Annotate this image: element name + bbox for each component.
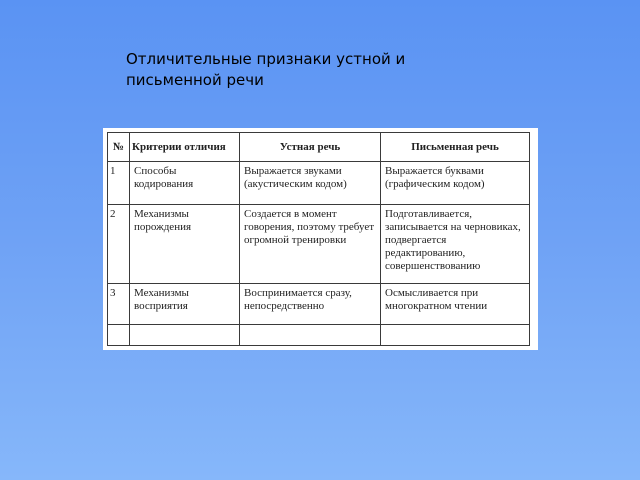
row-number: 3: [108, 284, 130, 325]
empty-cell: [240, 325, 381, 346]
empty-cell: [381, 325, 530, 346]
header-oral-speech: Устная речь: [240, 133, 381, 162]
row-written: Выражается буквами (графическим кодом): [381, 162, 530, 205]
header-number: №: [108, 133, 130, 162]
slide-title: Отличительные признаки устной и письменной речи: [126, 50, 406, 89]
row-written: Осмысливается при многократном чтении: [381, 284, 530, 325]
row-written: Подготавливается, записывается на черновиках, подвергается редактированию, совершенствованию: [381, 205, 530, 284]
row-criterion: Механизмы порождения: [130, 205, 240, 284]
row-criterion: Механизмы восприятия: [130, 284, 240, 325]
table-row: [108, 162, 530, 205]
header-criteria: Критерии отличия: [130, 133, 240, 162]
header-written-speech: Письменная речь: [381, 133, 530, 162]
comparison-table-image: [103, 128, 538, 350]
table-row: [108, 205, 530, 284]
empty-cell: [108, 325, 130, 346]
row-oral: Создается в момент говорения, поэтому требует огромной тренировки: [240, 205, 381, 284]
table-row-cut: [108, 325, 530, 346]
comparison-table: [107, 132, 530, 346]
row-oral: Воспринимается сразу, непосредственно: [240, 284, 381, 325]
row-oral: Выражается звуками (акустическим кодом): [240, 162, 381, 205]
row-number: 2: [108, 205, 130, 284]
table-row: [108, 284, 530, 325]
row-number: 1: [108, 162, 130, 205]
empty-cell: [130, 325, 240, 346]
row-criterion: Способы кодирования: [130, 162, 240, 205]
table-header-row: [108, 133, 530, 162]
